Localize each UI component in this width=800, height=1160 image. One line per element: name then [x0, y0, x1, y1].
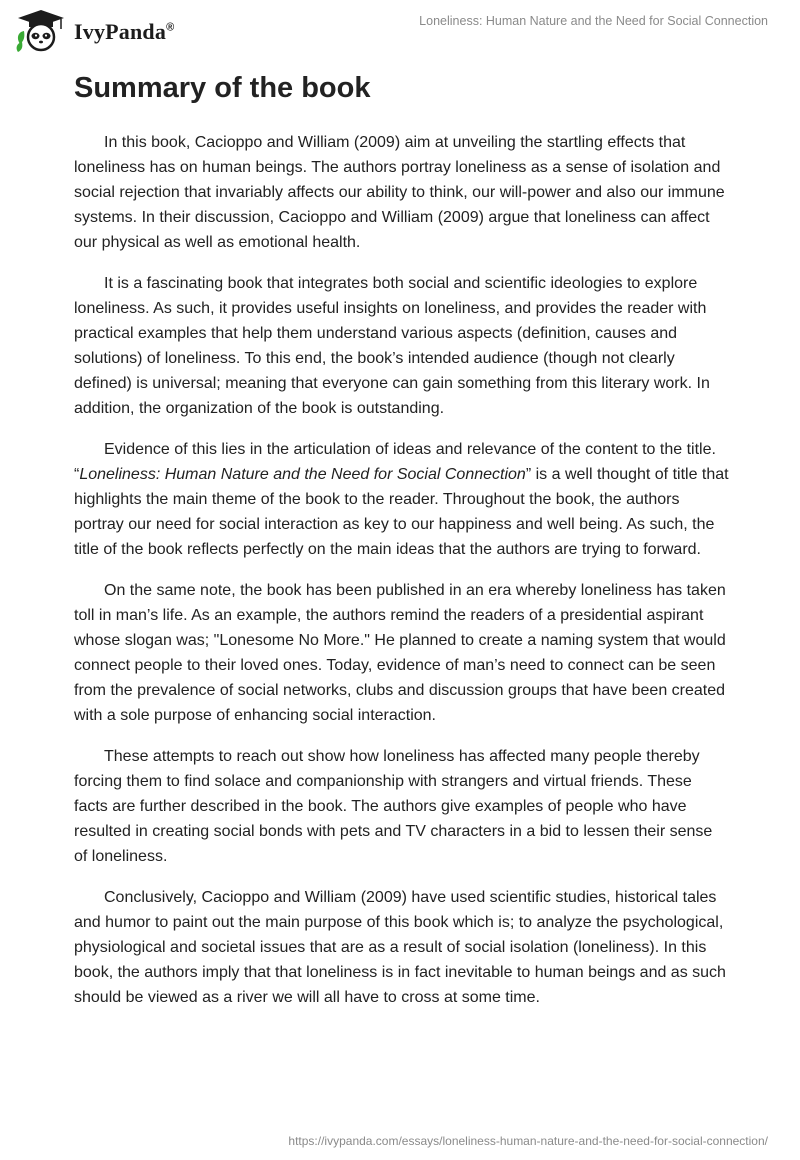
- registered-mark: ®: [166, 21, 175, 34]
- section-heading: Summary of the book: [74, 72, 371, 104]
- brand-name: IvyPanda: [74, 19, 167, 44]
- logo-brand-name: [74, 19, 174, 45]
- ivypanda-logo[interactable]: [14, 8, 174, 56]
- paragraph-3-after: ” is a well thought of title that highlights the main theme of the book to the reader. Throughout the book, the authors portray our need for social interaction as key to our happiness and well being. As such, the title of the book reflects perfectly on the main ideas that the authors are trying to forward.: [74, 466, 729, 558]
- book-title-italic: Loneliness: Human Nature and the Need for Social Connection: [79, 466, 526, 483]
- essay-body: [74, 130, 730, 1026]
- source-url-link[interactable]: https://ivypanda.com/essays/loneliness-human-nature-and-the-need-for-social-connection/: [288, 1134, 768, 1148]
- paragraph-4: On the same note, the book has been published in an era whereby loneliness has taken toll in man’s life. As an example, the authors remind the readers of a presidential aspirant whose slogan was; "Lonesome No More." He planned to create a naming system that would connect people to their loved ones. Today, evidence of man’s need to connect can be seen from the prevalence of social networks, clubs and discussion groups that have been created with a sole purpose of enhancing social interaction.: [74, 582, 726, 724]
- paragraph-5: These attempts to reach out show how loneliness has affected many people thereby forcing them to find solace and companionship with strangers and virtual friends. These facts are further described in the book. The authors give examples of people who have resulted in creating social bonds with pets and TV characters in a bid to lessen their sense of loneliness.: [74, 748, 713, 865]
- paragraph-2: It is a fascinating book that integrates both social and scientific ideologies to explore loneliness. As such, it provides useful insights on loneliness, and provides the reader with practical examples that help them understand various aspects (definition, causes and solutions) of loneliness. To this end, the book’s intended audience (though not clearly defined) is universal; meaning that everyone can gain something from this literary work. In addition, the organization of the book is outstanding.: [74, 275, 710, 417]
- paragraph-6: Conclusively, Cacioppo and William (2009) have used scientific studies, historical tales and humor to paint out the main purpose of this book which is; to analyze the psychological, physiological and societal issues that are as a result of social isolation (loneliness). In this book, the authors imply that that loneliness is in fact inevitable to human beings and as such should be viewed as a river we will all have to cross at some time.: [74, 889, 726, 1006]
- page-header: [0, 0, 800, 60]
- panda-graduation-cap-icon: [14, 8, 68, 56]
- paragraph-3: [74, 437, 730, 562]
- paragraph-1: In this book, Cacioppo and William (2009) aim at unveiling the startling effects that loneliness has on human beings. The authors portray loneliness as a sense of isolation and social rejection that invariably affects our ability to think, our will-power and also our immune systems. In their discussion, Cacioppo and William (2009) argue that loneliness can affect our physical as well as emotional health.: [74, 134, 725, 251]
- paragraph-3-before: Evidence of this lies in the articulation of ideas and relevance of the content to the title. “: [74, 441, 716, 483]
- running-title: Loneliness: Human Nature and the Need for Social Connection: [419, 14, 768, 28]
